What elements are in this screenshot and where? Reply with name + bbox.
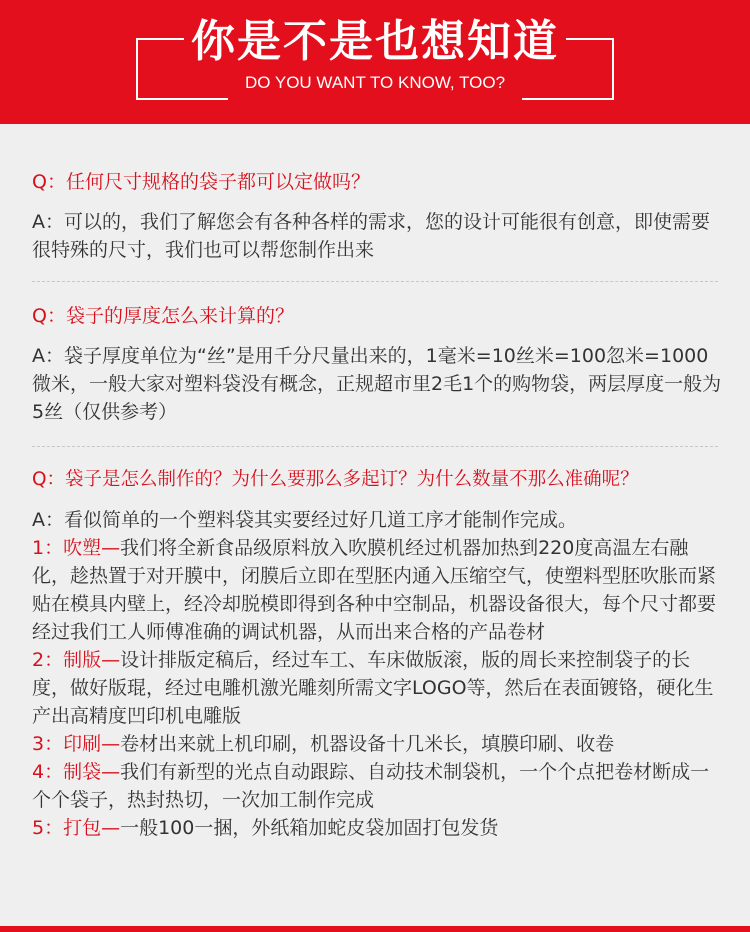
faq-item-2 (32, 302, 722, 426)
process-step-4 (32, 758, 722, 814)
step-text: 我们将全新食品级原料放入吹膜机经过机器加热到220度高温左右融化，趁热置于对开膜中，闭膜后立即在型胚内通入压缩空气，使塑料型胚吹胀而紧贴在模具内壁上，经冷却脱模即得到各种中空制品，机器设备很大，每个尺寸都要经过我们工人师傅准确的调试机器，从而出来合格的产品卷材 (32, 537, 717, 643)
faq-answer: A：可以的，我们了解您会有各种各样的需求，您的设计可能很有创意，即使需要很特殊的尺寸，我们也可以帮您制作出来 (32, 211, 710, 261)
step-label: 4：制袋— (32, 761, 121, 783)
faq-question: Q：任何尺寸规格的袋子都可以定做吗？ (32, 171, 370, 193)
dashed-divider (32, 446, 718, 447)
step-text: 一般100一捆，外纸箱加蛇皮袋加固打包发货 (120, 817, 499, 839)
step-label: 1：吹塑— (32, 537, 121, 559)
page-subtitle: DO YOU WANT TO KNOW, TOO? (244, 73, 506, 92)
step-label: 5：打包— (32, 817, 121, 839)
faq-answer: A：看似简单的一个塑料袋其实要经过好几道工序才能制作完成。 (32, 509, 577, 531)
process-step-2 (32, 646, 722, 730)
faq-answer: A：袋子厚度单位为“丝”是用千分尺量出来的，1毫米=10丝米=100忽米=1000微米，一般大家对塑料袋没有概念，正规超市里2毛1个的购物袋，两层厚度一般为5丝（仅供参考） (32, 345, 722, 423)
faq-question: Q：袋子是怎么制作的？为什么要那么多起订？为什么数量不那么准确呢？ (32, 469, 639, 490)
step-label: 2：制版— (32, 649, 121, 671)
step-text: 我们有新型的光点自动跟踪、自动技术制袋机，一个个点把卷材断成一个个袋子，热封热切，一次加工制作完成 (32, 761, 710, 811)
bottom-accent-bar (0, 926, 750, 932)
step-label: 3：印刷— (32, 733, 121, 755)
faq-item-3 (32, 466, 722, 842)
faq-item-1 (32, 168, 722, 264)
frame-line (136, 98, 228, 100)
header-banner (0, 0, 750, 124)
step-text: 设计排版定稿后，经过车工、车床做版滚，版的周长来控制袋子的长度，做好版琨，经过电雕机激光雕刻所需文字LOGO等，然后在表面镀铬，硬化生产出高精度凹印机电雕版 (32, 649, 714, 727)
frame-line (522, 98, 614, 100)
process-step-5 (32, 814, 722, 842)
process-step-1 (32, 534, 722, 646)
faq-question: Q：袋子的厚度怎么来计算的？ (32, 305, 294, 327)
process-step-3 (32, 730, 722, 758)
dashed-divider (32, 281, 718, 282)
page-title: 你是不是也想知道 (191, 16, 559, 67)
step-text: 卷材出来就上机印刷，机器设备十几米长，填膜印刷、收卷 (120, 733, 615, 755)
